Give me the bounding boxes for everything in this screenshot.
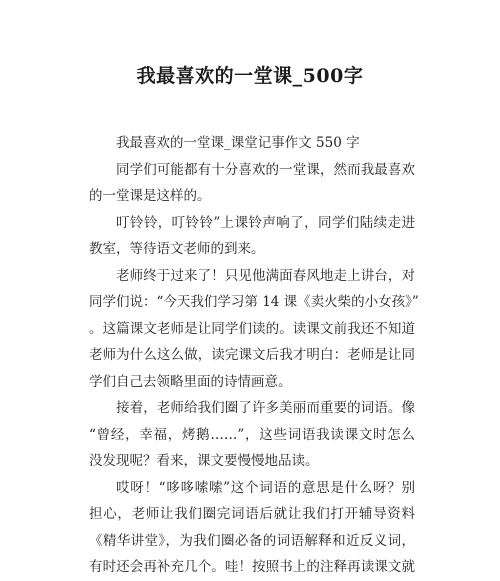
text-line: 叮铃铃，叮铃铃”上课铃声响了，同学们陆续走进 [116,214,415,231]
document-title: 我最喜欢的一堂课_500字 [136,65,364,87]
text-line: 同学们可能都有十分喜欢的一堂课，然而我最喜欢 [116,161,415,178]
text-line: 有时还会再补充几个。哇！按照书上的注释再读课文就 [89,559,415,575]
text-line: 我最喜欢的一堂课_课堂记事作文 550 字 [116,135,360,151]
document-body [89,130,419,581]
text-line: 同学们说：“今天我们学习第 14 课《卖火柴的小女孩》” [89,294,419,310]
text-line: 教室，等待语文老师的到来。 [89,241,265,257]
text-line: 哎呀！“哆哆嗦嗦”这个词语的意思是什么呀？别 [116,479,415,496]
text-line: 《精华讲堂》，为我们圈必备的词语解释和近反义词， [89,532,415,549]
text-line: 接着，老师给我们圈了许多美丽而重要的词语。像 [116,400,415,416]
text-line: 老师终于过来了！只见他满面春风地走上讲台，对 [116,267,415,284]
text-line: 没发现呢？看来，课文要慢慢地品读。 [89,453,319,469]
text-line: 。这篇课文老师是让同学们读的。读课文前我还不知道 [89,320,415,337]
text-line: 的一堂课是这样的。 [89,188,211,204]
text-line: 老师为什么这么做，读完课文后我才明白：老师是让同 [89,347,415,363]
text-line: “曾经，幸福，烤鹅……”，这些词语我读课文时怎么 [89,426,415,443]
text-line: 担心，老师让我们圈完词语后就让我们打开辅导资料 [89,506,415,522]
text-line: 学们自己去领略里面的诗情画意。 [89,373,292,390]
